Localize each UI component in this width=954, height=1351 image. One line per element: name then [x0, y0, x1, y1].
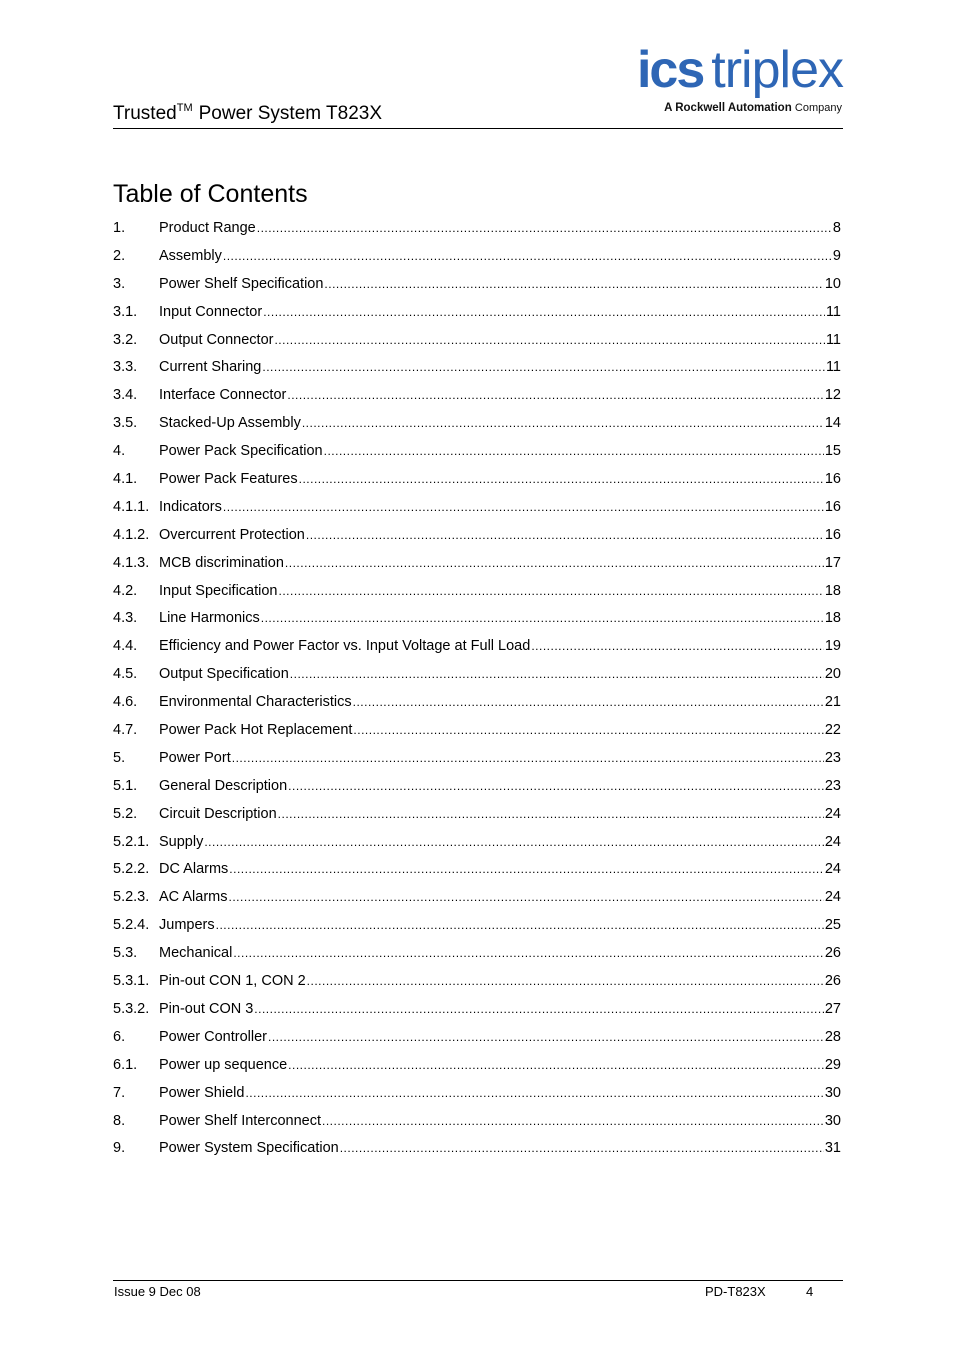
toc-entry-page[interactable]: 17 — [824, 554, 841, 571]
toc-entry-page[interactable]: 11 — [825, 303, 841, 320]
toc-entry-number: 5.2.3. — [113, 889, 150, 906]
toc-entry-title[interactable]: Power Shield — [159, 1084, 245, 1101]
toc-entry-page[interactable]: 10 — [824, 275, 841, 292]
toc-entry-title[interactable]: General Description — [159, 777, 288, 794]
toc-entry-number: 3.3. — [113, 359, 138, 376]
toc-entry[interactable] — [113, 773, 841, 801]
toc-dot-leader — [288, 1052, 824, 1080]
toc-entry-number: 5. — [113, 749, 126, 766]
toc-entry-title[interactable]: Power Pack Hot Replacement — [159, 722, 353, 739]
toc-entry[interactable] — [113, 299, 841, 327]
toc-entry-page[interactable]: 24 — [824, 833, 841, 850]
toc-entry-number: 5.2.2. — [113, 861, 150, 878]
toc-entry-page[interactable]: 21 — [824, 694, 841, 711]
toc-entry[interactable] — [113, 717, 841, 745]
toc-entry-page[interactable]: 24 — [824, 805, 841, 822]
footer-issue: Issue 9 Dec 08 — [114, 1284, 201, 1299]
toc-entry-title[interactable]: Output Specification — [159, 666, 289, 683]
toc-entry-page[interactable]: 31 — [824, 1140, 841, 1157]
toc-entry-title[interactable]: Stacked-Up Assembly — [159, 415, 301, 432]
toc-entry-title[interactable]: Power Port — [159, 749, 231, 766]
toc-entry[interactable] — [113, 633, 841, 661]
toc-dot-leader — [278, 801, 824, 829]
toc-entry-title[interactable]: AC Alarms — [159, 889, 228, 906]
toc-entry-page[interactable]: 30 — [824, 1112, 841, 1129]
title-prefix: Trusted — [113, 103, 177, 124]
toc-entry-title[interactable]: Output Connector — [159, 331, 274, 348]
toc-dot-leader — [353, 717, 823, 745]
toc-dot-leader — [307, 968, 824, 996]
toc-entry-number: 4.1.1. — [113, 498, 150, 515]
toc-entry-number: 3.4. — [113, 387, 138, 404]
toc-dot-leader — [353, 689, 824, 717]
toc-entry[interactable] — [113, 940, 841, 968]
toc-list — [113, 215, 841, 1163]
title-suffix: Power System T823X — [198, 103, 383, 124]
toc-entry-page[interactable]: 25 — [824, 917, 841, 934]
toc-entry-title[interactable]: Input Connector — [159, 303, 263, 320]
toc-entry[interactable] — [113, 410, 841, 438]
toc-entry-number: 4.3. — [113, 610, 138, 627]
toc-entry[interactable] — [113, 968, 841, 996]
toc-dot-leader — [290, 661, 824, 689]
toc-entry-page[interactable]: 26 — [824, 973, 841, 990]
toc-entry-number: 3.2. — [113, 331, 138, 348]
toc-entry-page[interactable]: 18 — [824, 582, 841, 599]
toc-entry-number: 6.1. — [113, 1056, 138, 1073]
toc-entry-page[interactable]: 18 — [824, 610, 841, 627]
toc-entry-page[interactable]: 30 — [824, 1084, 841, 1101]
logo-word-ics: ics — [636, 41, 704, 99]
toc-dot-leader — [232, 745, 824, 773]
toc-entry[interactable] — [113, 243, 841, 271]
toc-entry-title[interactable]: Mechanical — [159, 945, 233, 962]
toc-entry-title[interactable]: Efficiency and Power Factor vs. Input Voltage at Full Load — [159, 638, 531, 655]
toc-entry-title[interactable]: Environmental Characteristics — [159, 694, 352, 711]
toc-entry-number: 4. — [113, 443, 126, 460]
toc-entry-page[interactable]: 28 — [824, 1028, 841, 1045]
toc-entry[interactable] — [113, 912, 841, 940]
toc-entry[interactable] — [113, 522, 841, 550]
toc-entry-page[interactable]: 20 — [824, 666, 841, 683]
toc-entry-page[interactable]: 16 — [824, 498, 841, 515]
toc-entry-page[interactable]: 27 — [824, 1000, 841, 1017]
toc-entry-page[interactable]: 19 — [824, 638, 841, 655]
toc-entry-title[interactable]: Line Harmonics — [159, 610, 260, 627]
toc-dot-leader — [285, 550, 824, 578]
toc-entry-page[interactable]: 8 — [832, 220, 841, 236]
toc-entry[interactable] — [113, 829, 841, 857]
toc-entry[interactable] — [113, 494, 841, 522]
toc-dot-leader — [324, 271, 823, 299]
toc-entry-number: 9. — [113, 1140, 126, 1157]
logo-word-triplex: triplex — [711, 41, 843, 99]
toc-entry-page[interactable]: 16 — [824, 471, 841, 488]
toc-entry-number: 4.1.2. — [113, 526, 150, 543]
toc-entry-page[interactable]: 24 — [824, 889, 841, 906]
toc-dot-leader — [302, 410, 824, 438]
toc-entry-number: 6. — [113, 1028, 126, 1045]
toc-dot-leader — [204, 829, 824, 857]
toc-entry-number: 7. — [113, 1084, 126, 1101]
toc-entry-number: 3.1. — [113, 303, 138, 320]
toc-entry-title[interactable]: MCB discrimination — [159, 554, 284, 571]
toc-entry-title[interactable]: Jumpers — [159, 917, 215, 934]
toc-entry[interactable] — [113, 354, 841, 382]
toc-entry-title[interactable]: Power Pack Features — [159, 471, 298, 488]
toc-dot-leader — [287, 382, 824, 410]
toc-entry-title[interactable]: Power Pack Specification — [159, 443, 323, 460]
toc-entry[interactable] — [113, 550, 841, 578]
toc-entry-number: 5.2. — [113, 805, 138, 822]
toc-dot-leader — [257, 215, 832, 243]
page-header — [113, 38, 843, 129]
toc-entry-number: 3.5. — [113, 415, 138, 432]
toc-entry-title[interactable]: Power Controller — [159, 1028, 267, 1045]
toc-dot-leader — [223, 494, 824, 522]
toc-entry-title[interactable]: Power Shelf Specification — [159, 275, 324, 292]
toc-entry[interactable] — [113, 1108, 841, 1136]
trademark-mark: TM — [176, 102, 193, 114]
toc-entry-page[interactable]: 24 — [824, 861, 841, 878]
toc-entry-number: 5.2.1. — [113, 833, 150, 850]
toc-entry-title[interactable]: Product Range — [159, 220, 256, 236]
toc-entry-title[interactable]: Pin-out CON 1, CON 2 — [159, 973, 306, 990]
toc-entry-title[interactable]: Interface Connector — [159, 387, 287, 404]
toc-entry-number: 5.2.4. — [113, 917, 150, 934]
toc-dot-leader — [233, 940, 824, 968]
toc-dot-leader — [254, 996, 824, 1024]
toc-entry-number: 8. — [113, 1112, 126, 1129]
toc-entry[interactable] — [113, 884, 841, 912]
toc-entry-page[interactable]: 22 — [824, 722, 841, 739]
toc-entry[interactable] — [113, 466, 841, 494]
toc-dot-leader — [288, 773, 824, 801]
toc-entry-page[interactable]: 26 — [824, 945, 841, 962]
toc-entry-number: 4.1.3. — [113, 554, 150, 571]
toc-dot-leader — [261, 605, 824, 633]
toc-entry-number: 3. — [113, 275, 126, 292]
toc-entry-number: 4.6. — [113, 694, 138, 711]
toc-entry-title[interactable]: Current Sharing — [159, 359, 262, 376]
toc-entry[interactable] — [113, 327, 841, 355]
toc-dot-leader — [268, 1024, 824, 1052]
toc-entry-number: 5.3. — [113, 945, 138, 962]
toc-entry-title[interactable]: Circuit Description — [159, 805, 277, 822]
toc-entry-title[interactable]: Overcurrent Protection — [159, 526, 305, 543]
toc-entry[interactable] — [113, 1135, 841, 1163]
toc-entry-title[interactable]: Supply — [159, 833, 204, 850]
toc-entry[interactable] — [113, 801, 841, 829]
toc-dot-leader — [223, 243, 832, 271]
toc-entry[interactable] — [113, 271, 841, 299]
toc-entry-title[interactable]: Pin-out CON 3 — [159, 1000, 254, 1017]
toc-entry-title[interactable]: Indicators — [159, 498, 222, 515]
toc-entry[interactable] — [113, 215, 841, 243]
toc-entry[interactable] — [113, 745, 841, 773]
toc-entry[interactable] — [113, 856, 841, 884]
toc-entry-page[interactable]: 23 — [824, 749, 841, 766]
toc-entry[interactable] — [113, 605, 841, 633]
logo-tagline — [664, 102, 842, 114]
toc-entry-page[interactable]: 29 — [824, 1056, 841, 1073]
toc-entry[interactable] — [113, 996, 841, 1024]
toc-entry-number: 4.7. — [113, 722, 138, 739]
logo-tagline-company: Company — [794, 102, 842, 114]
toc-entry-title[interactable]: Power Shelf Interconnect — [159, 1112, 322, 1129]
toc-entry-number: 5.3.1. — [113, 973, 150, 990]
toc-dot-leader — [229, 884, 824, 912]
logo-wordmark — [636, 41, 843, 99]
toc-heading: Table of Contents — [113, 180, 308, 208]
toc-dot-leader — [324, 438, 824, 466]
toc-dot-leader — [262, 354, 825, 382]
toc-entry-number: 4.4. — [113, 638, 138, 655]
toc-dot-leader — [274, 327, 824, 355]
toc-entry-page[interactable]: 12 — [824, 387, 841, 404]
toc-dot-leader — [531, 633, 824, 661]
toc-entry-title[interactable]: Power System Specification — [159, 1140, 339, 1157]
page-footer — [113, 1280, 843, 1303]
toc-entry[interactable] — [113, 689, 841, 717]
toc-entry-page[interactable]: 11 — [825, 359, 841, 376]
toc-entry[interactable] — [113, 1080, 841, 1108]
toc-entry-number: 4.2. — [113, 582, 138, 599]
logo-tagline-text: A Rockwell Automation — [664, 102, 792, 114]
toc-dot-leader — [340, 1135, 824, 1163]
toc-entry[interactable] — [113, 382, 841, 410]
toc-entry-title[interactable]: Input Specification — [159, 582, 278, 599]
toc-entry-page[interactable]: 14 — [824, 415, 841, 432]
toc-dot-leader — [263, 299, 825, 327]
toc-dot-leader — [299, 466, 824, 494]
toc-entry-title[interactable]: Power up sequence — [159, 1056, 288, 1073]
toc-dot-leader — [229, 856, 824, 884]
toc-entry-page[interactable]: 9 — [832, 247, 841, 264]
toc-dot-leader — [279, 578, 824, 606]
toc-entry-page[interactable]: 16 — [824, 526, 841, 543]
toc-dot-leader — [245, 1080, 823, 1108]
toc-entry[interactable] — [113, 578, 841, 606]
document-title — [113, 102, 382, 125]
ics-triplex-logo — [611, 41, 843, 118]
footer-doc-id: PD-T823X — [705, 1284, 766, 1299]
toc-entry-number: 1. — [113, 220, 126, 236]
toc-entry-page[interactable]: 15 — [824, 443, 841, 460]
toc-entry-title[interactable]: DC Alarms — [159, 861, 229, 878]
toc-entry-title[interactable]: Assembly — [159, 247, 222, 264]
toc-entry-number: 2. — [113, 247, 126, 264]
toc-entry[interactable] — [113, 1024, 841, 1052]
toc-entry-number: 5.1. — [113, 777, 138, 794]
toc-dot-leader — [322, 1108, 824, 1136]
toc-entry[interactable] — [113, 661, 841, 689]
toc-entry[interactable] — [113, 438, 841, 466]
toc-entry-number: 4.1. — [113, 471, 138, 488]
toc-entry[interactable] — [113, 1052, 841, 1080]
footer-page-number: 4 — [806, 1284, 814, 1299]
toc-dot-leader — [216, 912, 824, 940]
toc-dot-leader — [306, 522, 824, 550]
toc-entry-number: 5.3.2. — [113, 1000, 150, 1017]
toc-entry-number: 4.5. — [113, 666, 138, 683]
toc-entry-page[interactable]: 23 — [824, 777, 841, 794]
toc-entry-page[interactable]: 11 — [825, 331, 841, 348]
